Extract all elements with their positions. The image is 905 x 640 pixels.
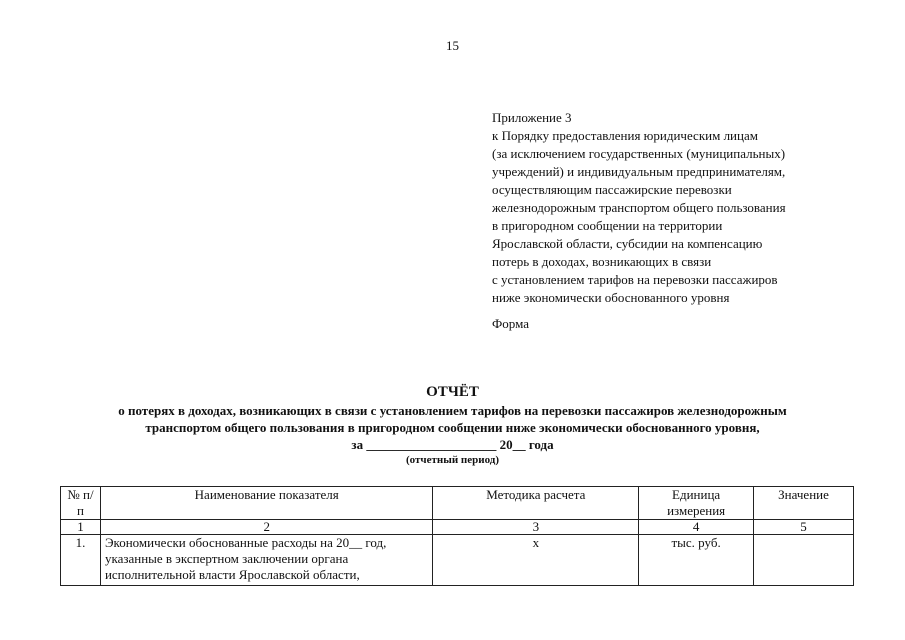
row-number-cell: 1. [61, 535, 101, 586]
form-label: Форма [492, 316, 529, 331]
column-number-row [61, 520, 854, 535]
appendix-line: потерь в доходах, возникающих в связи [492, 254, 712, 269]
header-cell-method: Методика расчета [433, 487, 639, 520]
page-number: 15 [446, 38, 459, 53]
report-title: ОТЧЁТ [426, 384, 479, 400]
header-cell-value: Значение [754, 487, 854, 520]
appendix-line: в пригородном сообщении на территории [492, 218, 723, 233]
row-value-cell [754, 535, 854, 586]
column-number-cell: 3 [433, 520, 639, 535]
row-name-cell: Экономически обоснованные расходы на 20__ год, указанные в экспертном заключении органа исполнительной власти Ярославской области, [100, 535, 433, 586]
row-unit-cell: тыс. руб. [639, 535, 754, 586]
appendix-line: Приложение 3 [492, 110, 572, 125]
appendix-line: с установлением тарифов на перевозки пассажиров [492, 272, 778, 287]
appendix-line: Ярославской области, субсидии на компенсацию [492, 236, 763, 251]
report-subtitle-line: о потерях в доходах, возникающих в связи с установлением тарифов на перевозки пассажиров железнодорожным [118, 403, 787, 418]
appendix-line: железнодорожным транспортом общего пользования [492, 200, 786, 215]
appendix-line: учреждений) и индивидуальным предпринимателям, [492, 164, 786, 179]
report-table [60, 486, 854, 586]
report-subtitle-line: транспортом общего пользования в пригородном сообщении ниже экономически обоснованного уровня, [145, 420, 760, 435]
column-number-cell: 4 [639, 520, 754, 535]
appendix-line: к Порядку предоставления юридическим лицам [492, 128, 758, 143]
column-number-cell: 2 [100, 520, 433, 535]
table-header-row [61, 487, 854, 520]
appendix-block [492, 109, 892, 307]
header-cell-unit: Единица измерения [639, 487, 754, 520]
header-cell-number: № п/п [61, 487, 101, 520]
report-period-line: за ____________________ 20__ года [351, 437, 554, 452]
report-period-hint: (отчетный период) [405, 454, 499, 466]
appendix-line: (за исключением государственных (муниципальных) [492, 146, 786, 161]
appendix-line: ниже экономически обоснованного уровня [492, 290, 730, 305]
row-method-cell: х [433, 535, 639, 586]
column-number-cell: 5 [754, 520, 854, 535]
header-cell-name: Наименование показателя [100, 487, 433, 520]
table-row [61, 535, 854, 586]
column-number-cell: 1 [61, 520, 101, 535]
appendix-line: осуществляющим пассажирские перевозки [492, 182, 732, 197]
report-title-block [0, 382, 905, 467]
